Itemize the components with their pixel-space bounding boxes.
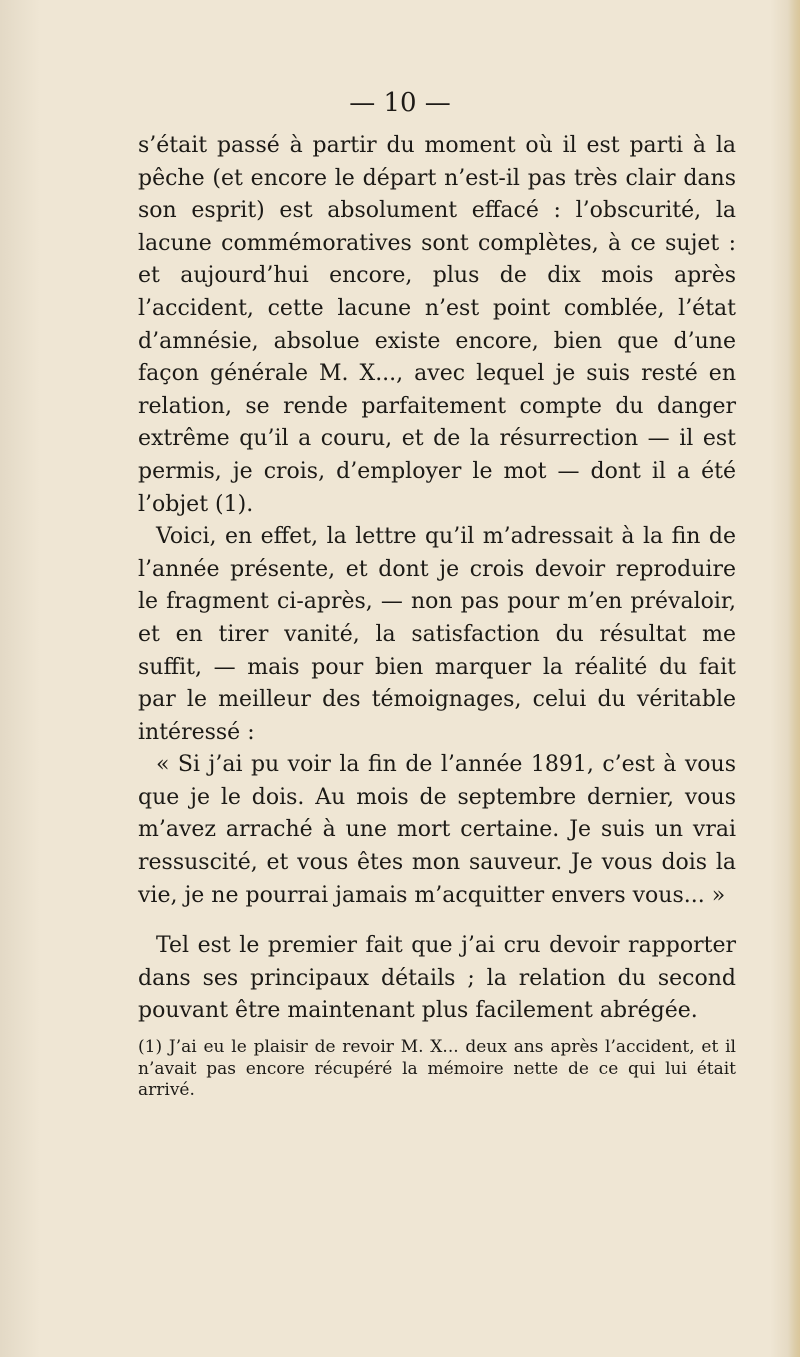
paragraph-4: Tel est le premier fait que j’ai cru devoir rapporter dans ses principaux détails ; la relation du second pouvant être maintenant plus facilement abrégée. xyxy=(138,933,736,1024)
paragraph-1: s’était passé à partir du moment où il est parti à la pêche (et encore le départ n’est-il pas très clair dans son esprit) est absolument effacé : l’obscurité, la lacune commémoratives sont complètes, à ce sujet : et aujourd’hui encore, plus de dix mois après l’accident, cette lacune n’est point comblée, l’état d’amnésie, absolue existe encore, bien que d’une façon générale M. X..., avec lequel je suis resté en relation, se rende parfaitement compte du danger extrême qu’il a couru, et de la résurrection — il est permis, je crois, d’employer le mot — dont il a été l’objet (1). xyxy=(138,133,736,517)
page-edge-shadow xyxy=(788,0,800,1357)
footnote xyxy=(138,1037,736,1102)
body-text xyxy=(138,130,736,1028)
paragraph-3-quote: « Si j’ai pu voir la fin de l’année 1891, c’est à vous que je le dois. Au mois de septembre dernier, vous m’avez arraché à une mort certaine. Je suis un vrai ressuscité, et vous êtes mon sauveur. Je vous dois la vie, je ne pourrai jamais m’acquitter envers vous... » xyxy=(138,752,736,908)
footnote-text: (1) J’ai eu le plaisir de revoir M. X... deux ans après l’accident, et il n’avait pas encore récupéré la mémoire nette de ce qui lui était arrivé. xyxy=(138,1037,736,1100)
paragraph-gap xyxy=(138,912,736,930)
page-number: — 10 — xyxy=(349,88,451,118)
paragraph-2: Voici, en effet, la lettre qu’il m’adressait à la fin de l’année présente, et dont je crois devoir reproduire le fragment ci-après, — non pas pour m’en prévaloir, et en tirer vanité, la satisfaction du résultat me suffit, — mais pour bien marquer la réalité du fait par le meilleur des témoignages, celui du véritable intéressé : xyxy=(138,524,736,745)
